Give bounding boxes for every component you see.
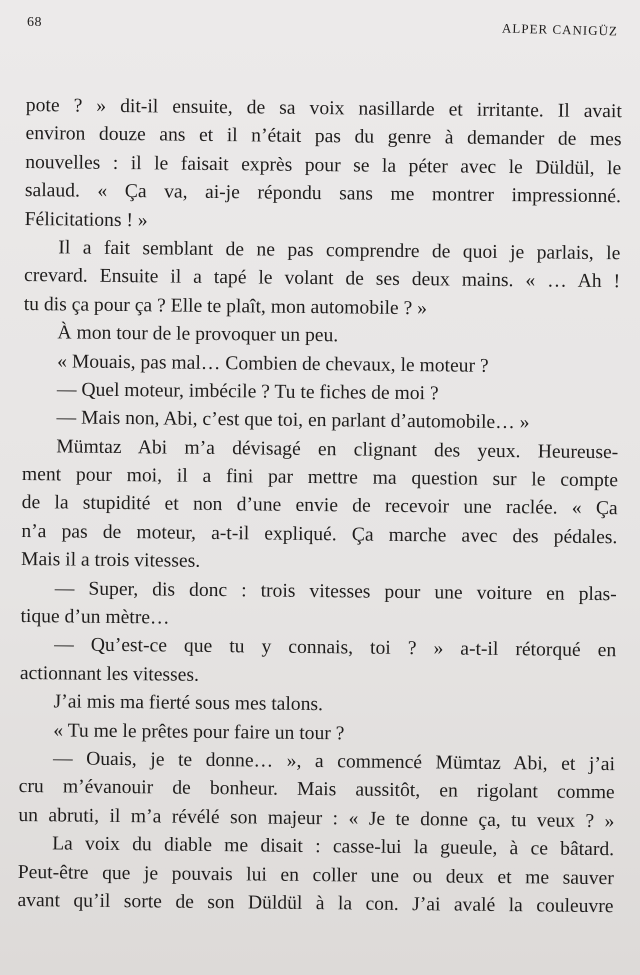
text-line: Peut-être que je pouvais lui en coller une ou deux et me sauver	[17, 861, 614, 889]
text-line: un abruti, il m’a révélé son majeur : « Je te donne ça, tu veux ? »	[18, 804, 615, 832]
text-line: tu dis ça pour ça ? Elle te plaît, mon automobile ? »	[23, 293, 428, 319]
text-line: Il a fait semblant de ne pas comprendre de quoi je parlais, le	[58, 237, 621, 265]
text-line: À mon tour de le provoquer un peu.	[57, 322, 339, 347]
text-line: nouvelles : il le faisait exprès pour se la péter avec le Düldül, le	[25, 151, 622, 180]
text-line: « Tu me le prêtes pour faire un tour ?	[53, 719, 345, 744]
text-line: La voix du diable me disait : casse-lui la gueule, à ce bâtard.	[52, 833, 615, 861]
text-line: — Qu’est-ce que tu y connais, toi ? » a-t-il rétorqué en	[54, 634, 617, 662]
text-line: tique d’un mètre…	[20, 606, 170, 629]
text-line: pote ? » dit-il ensuite, de sa voix nasillarde et irritante. Il avait	[25, 94, 622, 123]
text-line: Mümtaz Abi m’a dévisagé en clignant des yeux. Heureuse-	[56, 436, 619, 463]
text-line: salaud. « Ça va, ai-je répondu sans me montrer impressionné.	[24, 180, 622, 208]
text-line: n’a pas de moteur, a-t-il expliqué. Ça marche avec des pédales.	[21, 520, 618, 549]
page-number: 68	[27, 15, 42, 30]
text-line: Félicitations ! »	[24, 208, 148, 231]
body-text	[17, 92, 622, 922]
text-line: Mais il a trois vitesses.	[20, 549, 201, 573]
text-line: crevard. Ensuite il a tapé le volant de ses deux mains. « … Ah !	[23, 265, 621, 293]
text-line: avant qu’il sorte de son Düldül à la con. J’ai avalé la couleuvre	[17, 889, 614, 918]
text-line: ment pour moi, il a fini par mettre ma question sur le compte	[21, 464, 619, 492]
text-line: cru m’évanouir de bonheur. Mais aussitôt, en rigolant comme	[18, 776, 615, 804]
text-line: J’ai mis ma fierté sous mes talons.	[53, 691, 324, 716]
text-line: actionnant les vitesses.	[19, 662, 200, 686]
text-line: — Quel moteur, imbécile ? Tu te fiches de moi ?	[56, 379, 439, 405]
text-line: — Ouais, je te donne… », a commencé Mümtaz Abi, et j’ai	[52, 748, 616, 776]
running-header-author: ALPER CANIGÜZ	[501, 20, 619, 39]
text-line: — Super, dis donc : trois vitesses pour une voiture en plas-	[54, 577, 617, 605]
text-line: environ douze ans et il n’était pas du genre à demander de mes	[25, 123, 622, 151]
text-line: « Mouais, pas mal… Combien de chevaux, le moteur ?	[57, 350, 489, 377]
text-line: — Mais non, Abi, c’est que toi, en parlant d’automobile… »	[56, 407, 530, 434]
text-line: de la stupidité et non d’une envie de recevoir une raclée. « Ça	[21, 492, 618, 520]
